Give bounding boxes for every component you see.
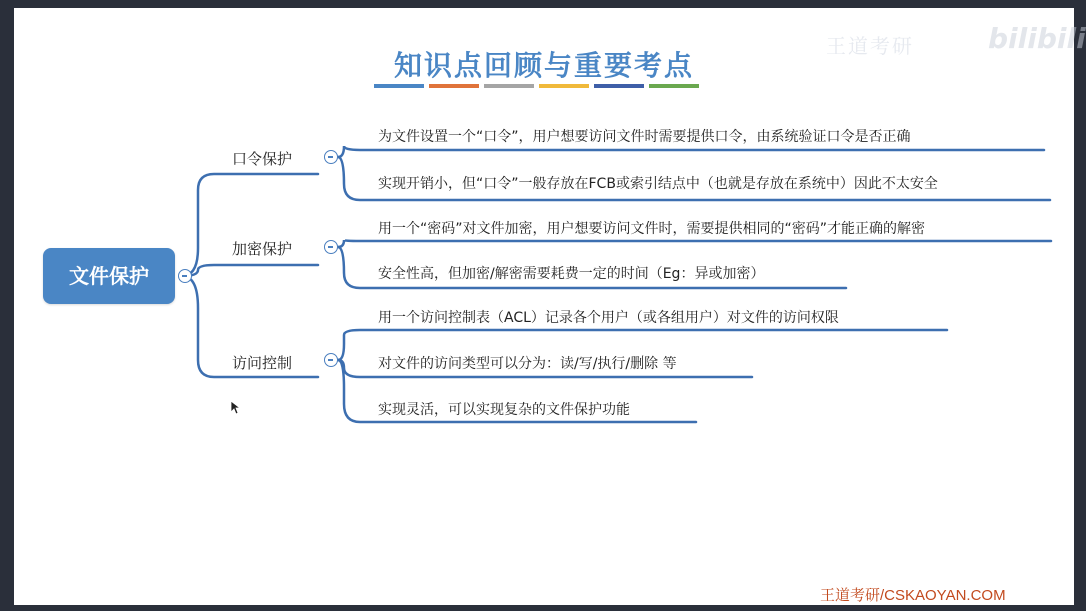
leaf-encryption-1[interactable]: 用一个“密码”对文件加密，用户想要访问文件时，需要提供相同的“密码”才能正确的解密	[378, 221, 926, 237]
branch-password[interactable]: 口令保护	[232, 150, 293, 168]
connector-root-branch-2	[182, 265, 318, 276]
collapse-root-icon[interactable]	[178, 269, 192, 283]
leaf-password-1[interactable]: 为文件设置一个“口令”，用户想要访问文件时需要提供口令，由系统验证口令是否正确	[378, 129, 911, 145]
leaf-password-2[interactable]: 实现开销小，但“口令”一般存放在FCB或索引结点中（也就是存放在系统中）因此不太安全	[378, 176, 938, 192]
leaf-encryption-2[interactable]: 安全性高，但加密/解密需要耗费一定的时间（Eg：异或加密）	[378, 266, 765, 282]
root-node[interactable]: 文件保护	[43, 248, 175, 304]
collapse-branch-3-icon[interactable]	[324, 353, 338, 367]
slide-title: 知识点回顾与重要考点	[393, 49, 694, 82]
watermark: 王道考研	[826, 34, 914, 58]
leaf-access-1[interactable]: 用一个访问控制表（ACL）记录各个用户（或各组用户）对文件的访问权限	[378, 310, 839, 326]
leaf-access-2[interactable]: 对文件的访问类型可以分为：读/写/执行/删除 等	[378, 356, 677, 372]
branch-access-control[interactable]: 访问控制	[232, 354, 293, 372]
bilibili-logo: bilibili	[988, 22, 1086, 55]
connector-b1-leaf-1	[338, 146, 1044, 157]
mouse-cursor-icon	[230, 400, 242, 416]
collapse-branch-1-icon[interactable]	[324, 150, 338, 164]
slide	[14, 8, 1086, 605]
branch-encryption[interactable]: 加密保护	[232, 240, 293, 258]
connector-b2-leaf-1	[338, 240, 1051, 247]
collapse-branch-2-icon[interactable]	[324, 240, 338, 254]
leaf-access-3[interactable]: 实现灵活，可以实现复杂的文件保护功能	[378, 402, 630, 418]
footer-brand: 王道考研/CSKAOYAN.COM	[820, 587, 1006, 604]
connector-root-branch-1	[182, 174, 318, 276]
